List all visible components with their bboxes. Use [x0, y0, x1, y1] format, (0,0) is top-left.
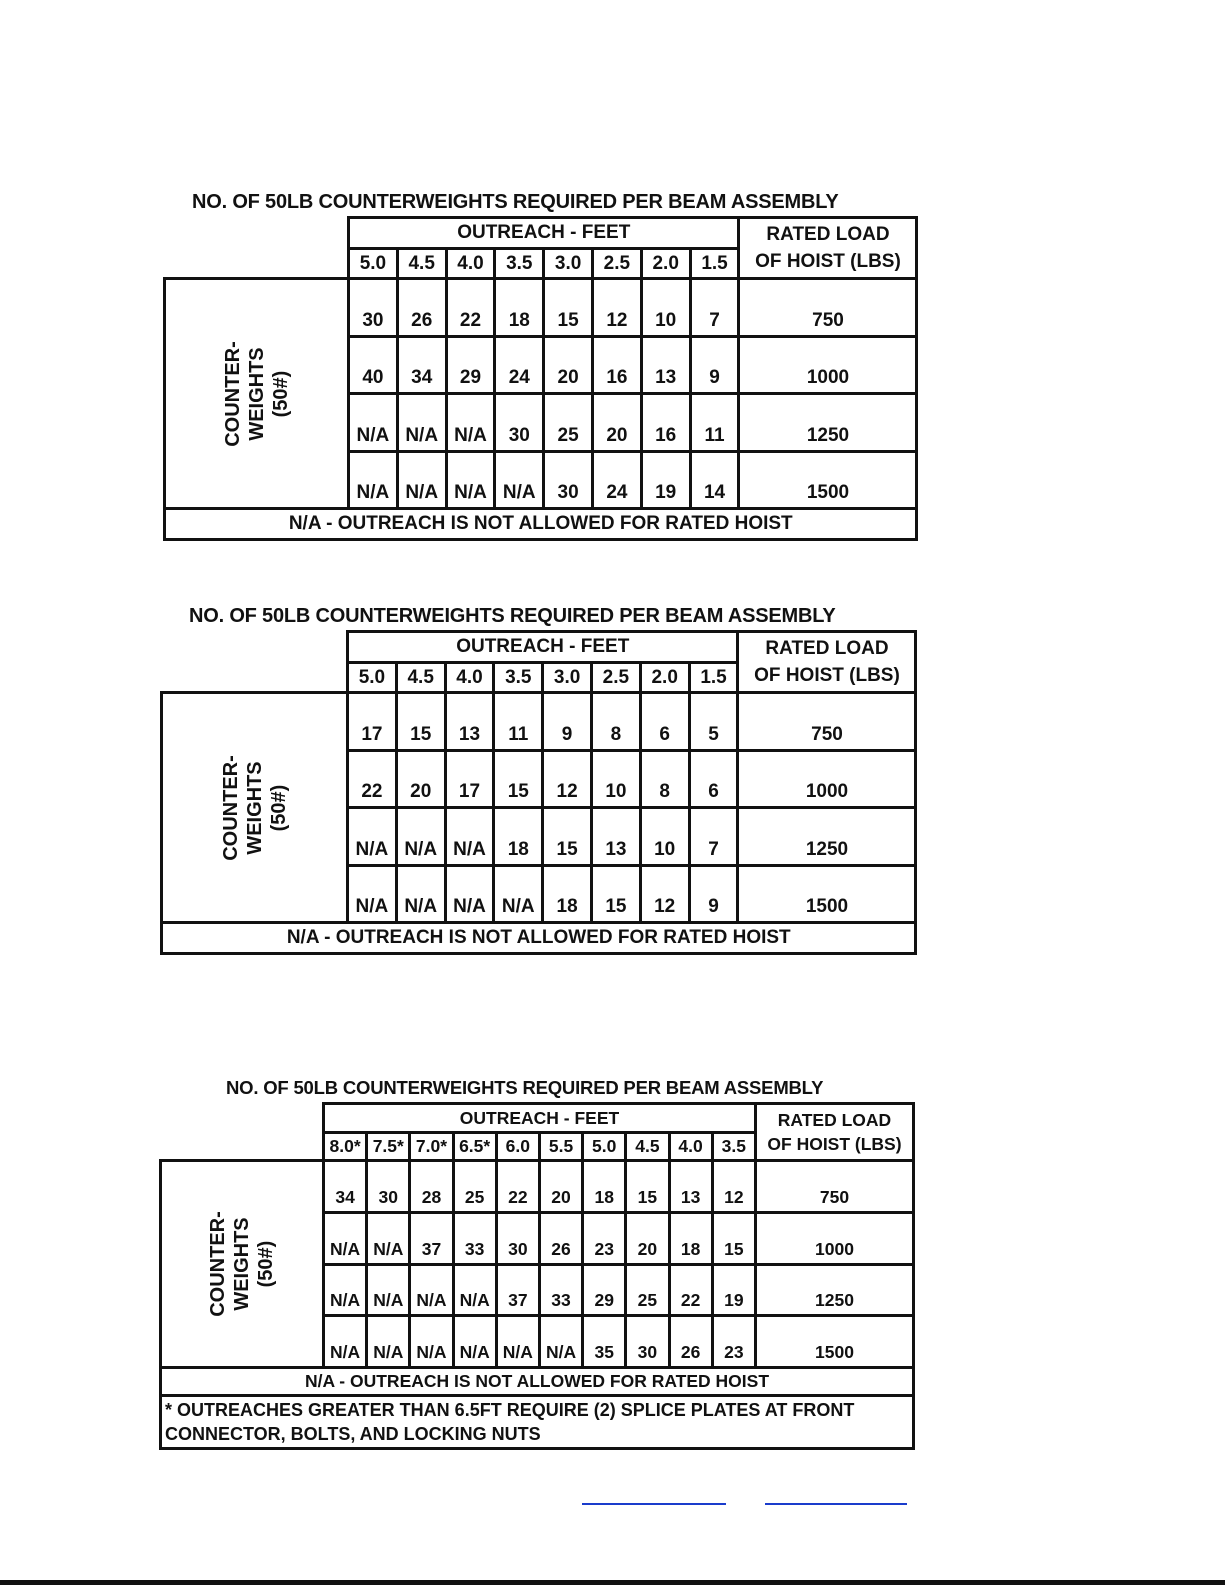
outreach-column-6: 2.0	[641, 249, 690, 279]
outreach-column-6: 5.0	[583, 1133, 626, 1161]
counterweight-value: N/A	[410, 1316, 453, 1368]
header-row	[165, 218, 917, 249]
outreach-column-2: 7.0*	[410, 1133, 453, 1161]
counterweight-value: 35	[583, 1316, 626, 1368]
rated-load-header-line2: OF HOIST (LBS)	[767, 1134, 902, 1154]
counterweight-value: N/A	[396, 808, 445, 866]
side-label-line2: WEIGHTS	[243, 760, 266, 855]
counterweight-value: 18	[495, 279, 544, 337]
outreach-header: OUTREACH - FEET	[349, 218, 739, 249]
counterweight-value: 22	[496, 1161, 539, 1213]
counterweight-value: N/A	[396, 865, 445, 923]
counterweight-value: 17	[348, 693, 397, 751]
outreach-column-1: 4.5	[397, 249, 446, 279]
rated-load-value: 750	[738, 693, 916, 751]
counterweight-value: N/A	[453, 1316, 496, 1368]
counterweight-value: N/A	[324, 1264, 367, 1316]
rated-load-value: 1250	[739, 394, 917, 452]
counterweight-value: 8	[640, 750, 689, 808]
counterweight-value: N/A	[397, 451, 446, 509]
counterweight-value: 30	[495, 394, 544, 452]
outreach-column-6: 2.0	[640, 663, 689, 693]
counterweight-value: 23	[583, 1212, 626, 1264]
link-underline-right[interactable]	[765, 1503, 907, 1505]
counterweight-value: 20	[626, 1212, 669, 1264]
counterweight-value: 13	[641, 336, 690, 394]
rated-load-value: 1500	[738, 865, 916, 923]
counterweight-value: 30	[367, 1161, 410, 1213]
counterweight-value: N/A	[324, 1212, 367, 1264]
counterweight-value: 20	[539, 1161, 582, 1213]
counterweight-value: 30	[496, 1212, 539, 1264]
outreach-column-0: 5.0	[348, 663, 397, 693]
na-note: N/A - OUTREACH IS NOT ALLOWED FOR RATED HOIST	[162, 923, 916, 954]
counterweight-value: 24	[592, 451, 641, 509]
counterweight-value: 12	[592, 279, 641, 337]
counterweight-value: 9	[690, 336, 739, 394]
outreach-column-4: 3.0	[543, 663, 592, 693]
counterweight-value: 40	[349, 336, 398, 394]
counterweight-value: 15	[543, 808, 592, 866]
counterweight-value: 20	[544, 336, 593, 394]
header-spacer	[161, 1104, 324, 1161]
outreach-column-4: 3.0	[544, 249, 593, 279]
rated-load-header	[738, 632, 916, 693]
counterweight-value: 22	[669, 1264, 712, 1316]
side-label-text	[218, 755, 290, 861]
counterweight-value: 22	[446, 279, 495, 337]
counterweight-value: 11	[690, 394, 739, 452]
counterweight-value: 29	[446, 336, 495, 394]
counterweight-value: 12	[640, 865, 689, 923]
rated-load-header	[739, 218, 917, 279]
counterweight-value: N/A	[445, 808, 494, 866]
rated-load-value: 1500	[739, 451, 917, 509]
outreach-column-2: 4.0	[445, 663, 494, 693]
footnote-row	[161, 1396, 914, 1449]
rated-load-header-line1: RATED LOAD	[765, 638, 889, 659]
side-label-text	[220, 341, 292, 447]
counterweight-value: N/A	[539, 1316, 582, 1368]
counterweight-table	[160, 630, 917, 955]
counterweight-value: N/A	[349, 394, 398, 452]
counterweight-value: N/A	[367, 1264, 410, 1316]
counterweight-value: 15	[591, 865, 640, 923]
header-row	[162, 632, 916, 663]
counterweight-value: 33	[539, 1264, 582, 1316]
counterweight-value: 30	[349, 279, 398, 337]
rated-load-value: 750	[755, 1161, 913, 1213]
counterweight-value: 25	[453, 1161, 496, 1213]
counterweight-value: N/A	[494, 865, 543, 923]
counterweight-value: N/A	[446, 451, 495, 509]
counterweight-value: 10	[641, 279, 690, 337]
counterweight-value: 18	[543, 865, 592, 923]
counterweight-value: N/A	[495, 451, 544, 509]
counterweight-table	[159, 1102, 915, 1450]
counterweight-value: 26	[397, 279, 446, 337]
side-label-line3: (50#)	[269, 370, 292, 417]
counterweight-value: 17	[445, 750, 494, 808]
counterweight-value: 23	[712, 1316, 755, 1368]
na-note: N/A - OUTREACH IS NOT ALLOWED FOR RATED HOIST	[165, 509, 917, 540]
rated-load-value: 1500	[755, 1316, 913, 1368]
outreach-column-7: 1.5	[689, 663, 738, 693]
side-label-line1: COUNTER-	[219, 754, 242, 861]
outreach-header: OUTREACH - FEET	[324, 1104, 756, 1133]
rated-load-header-line2: OF HOIST (LBS)	[755, 251, 901, 272]
rated-load-header-line1: RATED LOAD	[766, 224, 890, 245]
counterweight-value: 19	[712, 1264, 755, 1316]
counterweight-value: N/A	[397, 394, 446, 452]
counterweight-value: N/A	[496, 1316, 539, 1368]
header-spacer	[162, 632, 348, 693]
counterweight-value: 26	[539, 1212, 582, 1264]
rated-load-value: 1000	[738, 750, 916, 808]
counterweight-value: 7	[689, 808, 738, 866]
rated-load-value: 1000	[739, 336, 917, 394]
outreach-column-5: 5.5	[539, 1133, 582, 1161]
outreach-header: OUTREACH - FEET	[348, 632, 738, 663]
link-underline-left[interactable]	[582, 1503, 726, 1505]
outreach-column-7: 1.5	[690, 249, 739, 279]
counterweight-value: N/A	[349, 451, 398, 509]
counterweight-value: N/A	[453, 1264, 496, 1316]
counterweight-value: 14	[690, 451, 739, 509]
rated-load-value: 1250	[738, 808, 916, 866]
side-label-line2: WEIGHTS	[230, 1217, 253, 1311]
counterweight-value: 25	[544, 394, 593, 452]
outreach-column-1: 4.5	[396, 663, 445, 693]
counterweight-value: 12	[712, 1161, 755, 1213]
counterweight-value: 13	[445, 693, 494, 751]
counterweight-value: 20	[592, 394, 641, 452]
counterweight-value: 20	[396, 750, 445, 808]
counterweight-value: 15	[544, 279, 593, 337]
na-note: N/A - OUTREACH IS NOT ALLOWED FOR RATED HOIST	[161, 1368, 914, 1396]
counterweight-value: 13	[591, 808, 640, 866]
splice-plate-footnote: * OUTREACHES GREATER THAN 6.5FT REQUIRE (2) SPLICE PLATES AT FRONT CONNECTOR, BOLTS, AND LOCKING NUTS	[161, 1396, 914, 1449]
counterweight-value: 24	[495, 336, 544, 394]
outreach-column-4: 6.0	[496, 1133, 539, 1161]
rated-load-header-line1: RATED LOAD	[777, 1110, 892, 1130]
outreach-column-5: 2.5	[591, 663, 640, 693]
data-row	[165, 279, 917, 337]
counterweights-side-label	[162, 693, 348, 923]
counterweight-value: 18	[583, 1161, 626, 1213]
counterweight-value: 18	[669, 1212, 712, 1264]
counterweight-value: 15	[626, 1161, 669, 1213]
outreach-column-1: 7.5*	[367, 1133, 410, 1161]
counterweight-value: 12	[543, 750, 592, 808]
rated-load-value: 1000	[755, 1212, 913, 1264]
counterweight-value: 30	[544, 451, 593, 509]
header-row	[161, 1104, 914, 1133]
counterweight-value: 7	[690, 279, 739, 337]
side-label-line1: COUNTER-	[206, 1211, 229, 1317]
rated-load-value: 1250	[755, 1264, 913, 1316]
outreach-column-5: 2.5	[592, 249, 641, 279]
outreach-column-3: 3.5	[494, 663, 543, 693]
rated-load-header	[755, 1104, 913, 1161]
counterweight-value: 19	[641, 451, 690, 509]
counterweight-value: 33	[453, 1212, 496, 1264]
note-row	[162, 923, 916, 954]
counterweight-value: N/A	[367, 1316, 410, 1368]
side-label-line3: (50#)	[254, 1240, 277, 1288]
counterweight-value: N/A	[367, 1212, 410, 1264]
counterweight-value: 22	[348, 750, 397, 808]
counterweight-value: 29	[583, 1264, 626, 1316]
outreach-column-0: 5.0	[349, 249, 398, 279]
counterweight-value: 37	[410, 1212, 453, 1264]
counterweight-value: N/A	[445, 865, 494, 923]
counterweight-value: N/A	[348, 808, 397, 866]
header-spacer	[165, 218, 349, 279]
counterweight-value: 16	[641, 394, 690, 452]
counterweight-value: N/A	[324, 1316, 367, 1368]
data-row	[161, 1161, 914, 1213]
counterweight-value: 37	[496, 1264, 539, 1316]
counterweight-value: 15	[712, 1212, 755, 1264]
note-row	[161, 1368, 914, 1396]
table-title: NO. OF 50LB COUNTERWEIGHTS REQUIRED PER BEAM ASSEMBLY	[189, 605, 836, 627]
side-label-text	[206, 1211, 278, 1317]
counterweight-value: 26	[669, 1316, 712, 1368]
counterweight-value: 9	[689, 865, 738, 923]
outreach-column-2: 4.0	[446, 249, 495, 279]
counterweight-value: 28	[410, 1161, 453, 1213]
outreach-column-3: 6.5*	[453, 1133, 496, 1161]
counterweight-table	[163, 216, 918, 541]
counterweight-value: 18	[494, 808, 543, 866]
outreach-column-0: 8.0*	[324, 1133, 367, 1161]
counterweight-value: N/A	[410, 1264, 453, 1316]
counterweight-value: 11	[494, 693, 543, 751]
counterweight-value: N/A	[446, 394, 495, 452]
rated-load-header-line2: OF HOIST (LBS)	[754, 665, 900, 686]
side-label-line3: (50#)	[267, 784, 290, 831]
outreach-column-8: 4.0	[669, 1133, 712, 1161]
counterweight-value: 30	[626, 1316, 669, 1368]
counterweight-value: 9	[543, 693, 592, 751]
outreach-column-7: 4.5	[626, 1133, 669, 1161]
counterweight-value: 15	[494, 750, 543, 808]
counterweight-value: 34	[324, 1161, 367, 1213]
counterweight-value: 13	[669, 1161, 712, 1213]
counterweight-value: 6	[689, 750, 738, 808]
table-title: NO. OF 50LB COUNTERWEIGHTS REQUIRED PER BEAM ASSEMBLY	[226, 1077, 824, 1098]
note-row	[165, 509, 917, 540]
counterweight-value: 5	[689, 693, 738, 751]
counterweight-value: 10	[591, 750, 640, 808]
side-label-line2: WEIGHTS	[245, 346, 268, 441]
counterweights-side-label	[165, 279, 349, 509]
counterweight-value: 16	[592, 336, 641, 394]
counterweight-value: 8	[591, 693, 640, 751]
table-title: NO. OF 50LB COUNTERWEIGHTS REQUIRED PER BEAM ASSEMBLY	[192, 191, 839, 213]
side-label-line1: COUNTER-	[221, 340, 244, 447]
counterweight-value: 10	[640, 808, 689, 866]
page-bottom-rule	[0, 1580, 1225, 1585]
counterweight-value: 6	[640, 693, 689, 751]
outreach-column-3: 3.5	[495, 249, 544, 279]
counterweight-value: 34	[397, 336, 446, 394]
counterweight-value: 15	[396, 693, 445, 751]
outreach-column-9: 3.5	[712, 1133, 755, 1161]
data-row	[162, 693, 916, 751]
counterweights-side-label	[161, 1161, 324, 1368]
counterweight-value: N/A	[348, 865, 397, 923]
rated-load-value: 750	[739, 279, 917, 337]
counterweight-value: 25	[626, 1264, 669, 1316]
